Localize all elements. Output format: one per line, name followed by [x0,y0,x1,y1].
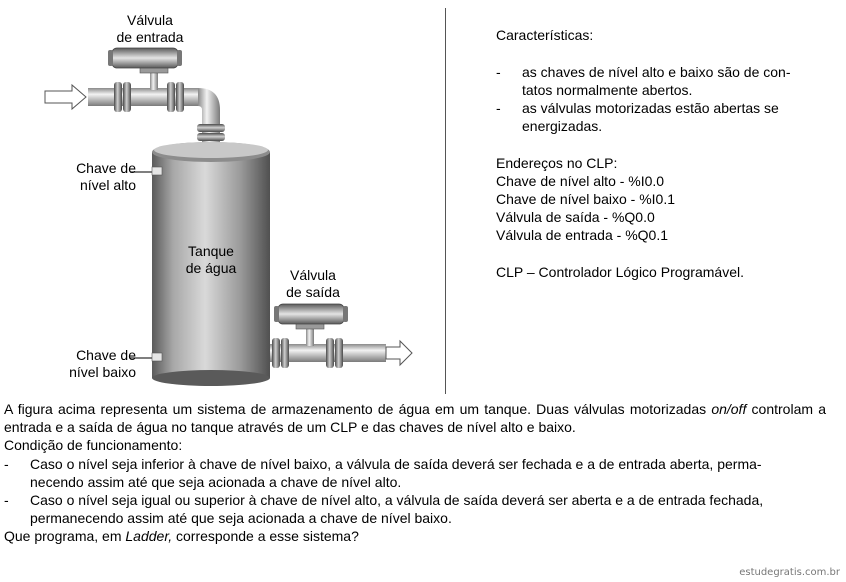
outlet-valve-label-line1: Válvula [290,267,336,283]
high-level-label-line2: nível alto [79,177,136,193]
inlet-flange-left [114,82,122,112]
inlet-valve-label-line2: de entrada [116,29,184,45]
tank-top-flange-2 [197,133,225,141]
clp-definition: CLP – Controlador Lógico Programável. [496,264,744,280]
high-level-label-line1: Chave de [76,160,136,176]
high-level-switch-label [46,160,136,194]
characteristic-2-line2: energizadas. [522,118,603,134]
bullet-dash: - [496,64,501,80]
tank-label-line2: de água [185,260,237,276]
tank-label [166,243,256,277]
question-prompt [4,527,359,545]
bullet-dash: - [4,456,9,472]
characteristic-1-line1: as chaves de nível alto e baixo são de con- [522,64,791,80]
tank-system-diagram [0,0,445,400]
prompt-italic: Ladder, [125,528,173,544]
address-outlet-valve: Válvula de saída - %Q0.0 [496,209,655,225]
prompt-text-2: corresponde a esse sistema? [172,528,359,544]
condition-1-line2: necendo assim até que seja acionada a chave de nível alto. [30,474,402,490]
prompt-text-1: Que programa, em [4,528,126,544]
inlet-flange-left-2 [123,82,131,112]
vertical-divider [445,8,446,394]
outlet-flange-1 [272,338,280,368]
characteristics-heading: Características: [496,27,594,43]
characteristic-2-line1: as válvulas motorizadas estão abertas se [522,100,779,116]
outlet-valve-label-line2: de saída [286,284,340,300]
characteristic-1-line2: tatos normalmente abertos. [522,82,693,98]
outlet-flange-2 [281,338,289,368]
address-high-level: Chave de nível alto - %I0.0 [496,173,665,189]
site-watermark: estudegratis.com.br [739,567,840,578]
outlet-flange-3 [326,338,334,368]
inlet-flange-right [167,82,175,112]
question-intro [4,400,826,436]
intro-italic: on/off [711,401,747,417]
inlet-valve-label [102,12,198,46]
outlet-flow-arrow [386,341,412,365]
low-level-switch-label [40,347,136,381]
condition-heading: Condição de funcionamento: [4,437,183,453]
intro-text-1: A figura acima representa um sistema de armazenamento de água em um tanque. Duas válvulas motorizadas [4,401,712,417]
inlet-valve-label-line1: Válvula [127,12,173,28]
inlet-flange-right-2 [176,82,184,112]
outlet-valve-label [270,267,356,301]
condition-item-2 [4,491,826,527]
addresses-heading: Endereços no CLP: [496,155,618,171]
tank-label-line1: Tanque [188,243,234,259]
condition-1-line1: Caso o nível seja inferior à chave de nível baixo, a válvula de saída deverá ser fechada e a de entrada aberta, perma- [30,456,762,472]
low-level-label-line2: nível baixo [69,364,136,380]
address-inlet-valve: Válvula de entrada - %Q0.1 [496,227,668,243]
intro-text-2: controlam a entrada e a saída de água no tanque através de um CLP e das chaves de nível alto e baixo. [4,401,826,435]
inlet-flow-arrow [45,85,86,109]
low-level-label-line1: Chave de [76,347,136,363]
condition-item-1 [4,455,826,491]
condition-2-line1: Caso o nível seja igual ou superior à chave de nível alto, a válvula de saída deverá ser aberta e a de entrada fechada, [30,492,764,508]
address-low-level: Chave de nível baixo - %I0.1 [496,191,675,207]
characteristic-item-2 [496,99,826,135]
tank-top-flange [197,124,225,132]
bullet-dash: - [496,100,501,116]
outlet-flange-4 [335,338,343,368]
characteristic-item-1 [496,63,826,99]
bullet-dash: - [4,492,9,508]
condition-2-line2: permanecendo assim até que seja acionada a chave de nível baixo. [30,510,452,526]
